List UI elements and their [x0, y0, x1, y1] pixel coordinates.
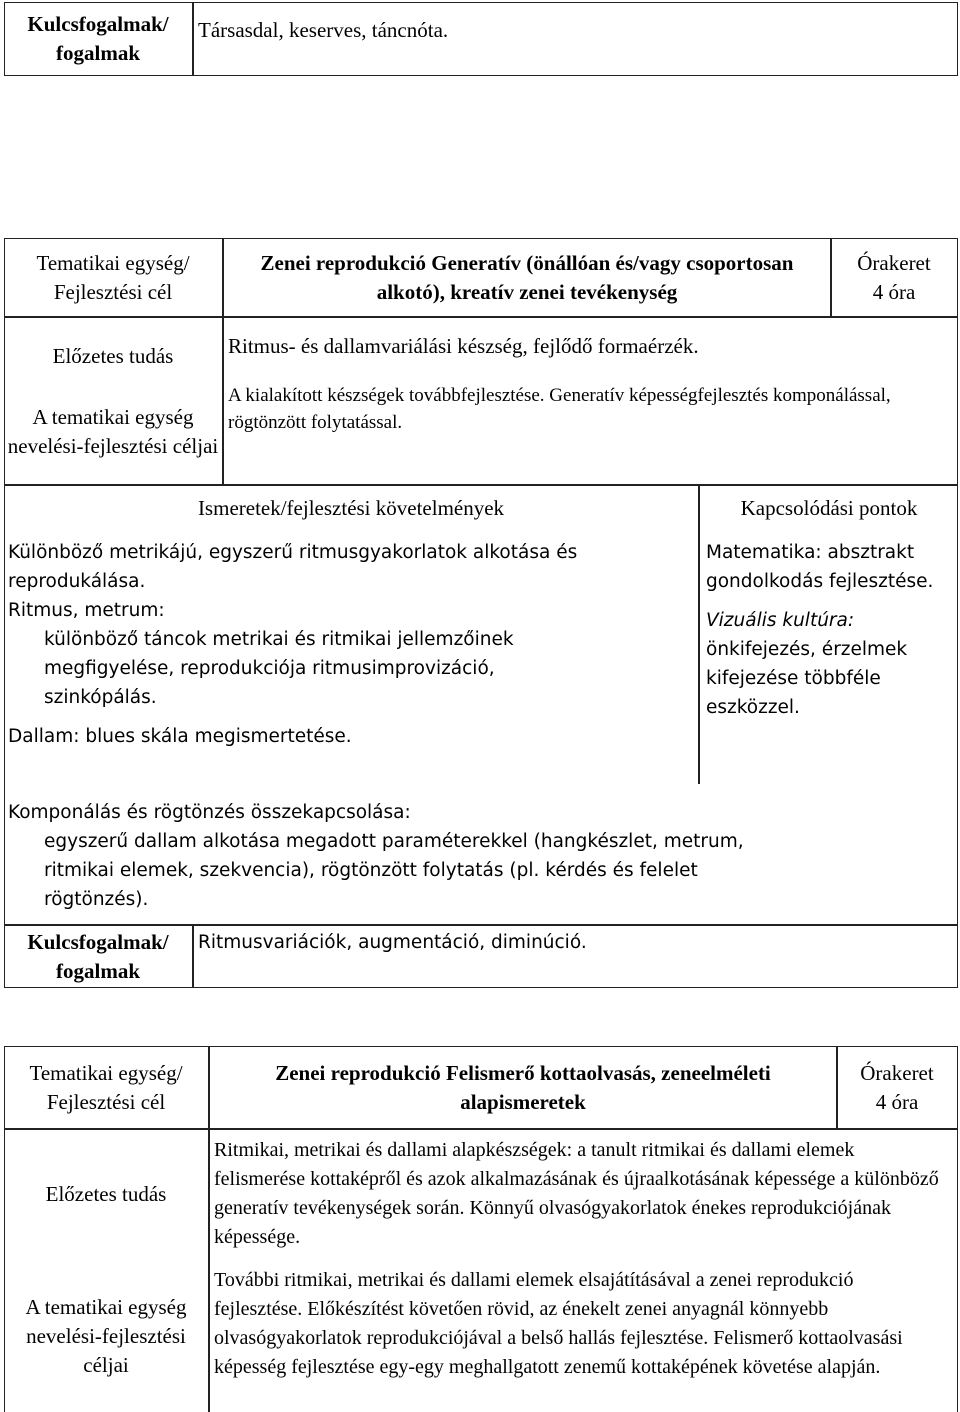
unit2-title-text: Zenei reprodukció Felismerő kottaolvasás, zeneelméleti alapismeretek — [275, 1061, 771, 1114]
unit1-header-label-text: Tematikai egység/ Fejlesztési cél — [36, 251, 190, 304]
req-item-4-body: egyszerű dallam alkotása megadott paraméterekkel (hangkészlet, metrum, ritmikai elemek, szekvencia), rögtönzött folytatás (pl. kérdés és felelet rögtönzés). — [44, 831, 744, 910]
top-keyword-label — [4, 4, 192, 74]
unit1-goals-label — [4, 380, 222, 484]
unit2-goals-text — [214, 1266, 934, 1382]
unit2-title — [212, 1048, 834, 1128]
unit1-goals-text-value: A kialakított készségek továbbfejlesztése. Generatív képességfejlesztés komponálással, rögtönzött folytatással. — [228, 385, 891, 433]
unit1-header-label — [4, 240, 222, 316]
unit2-goals-text-value: További ritmikai, metrikai és dallami elemek elsajátításával a zenei reprodukció fejlesztése. Előkészítést követően rövid, az énekelt zenei anyagnál könnyebb olvasógyakorlatok reprodukciójával a belső hallás fejlesztése. Felismerő kottaolvasási képesség fejlesztése egy-egy meghallgatott zenemű kottaképének követése alapján. — [214, 1269, 903, 1378]
req-item-4-head: Komponálás és rögtönzés összekapcsolása: — [8, 802, 411, 823]
unit1-prereq-text — [228, 332, 948, 361]
unit1-title-text: Zenei reprodukció Generatív (önállóan és/vagy csoportosan alkotó), kreatív zenei tevékenység — [260, 251, 794, 304]
unit2-hours-label: Órakeret — [860, 1061, 934, 1085]
unit1-hours-value: 4 óra — [872, 280, 916, 304]
unit1-key-label-text: Kulcsfogalmak/ fogalmak — [27, 930, 169, 983]
unit2-prereq-text-value: Ritmikai, metrikai és dallami alapkészségek: a tanult ritmikai és dallami elemek felismerése kottaképről és azok alkalmazásának és újraalkotásának képessége a különböző generatív tevékenységek során. Könnyű olvasógyakorlatok énekes reprodukciójának képessége. — [214, 1139, 939, 1248]
top-keyword-value — [198, 16, 948, 45]
req-item-3: Dallam: blues skála megismertetése. — [8, 726, 352, 747]
unit2-header-label — [4, 1048, 208, 1128]
unit1-key-label — [4, 926, 192, 988]
unit1-prereq-text-value: Ritmus- és dallamvariálási készség, fejlődő formaérzék. — [228, 334, 699, 358]
unit1-conn-header-text: Kapcsolódási pontok — [740, 496, 918, 520]
unit1-prereq-label-text: Előzetes tudás — [52, 343, 174, 368]
unit2-prereq-text — [214, 1136, 950, 1252]
unit1-hours-label: Órakeret — [857, 251, 931, 275]
unit2-prereq-label — [4, 1134, 208, 1254]
req-item-1: Különböző metrikájú, egyszerű ritmusgyakorlatok alkotása és reprodukálása. — [8, 542, 578, 592]
req-item-2-head: Ritmus, metrum: — [8, 600, 165, 621]
unit1-goals-label-text: A tematikai egység nevelési-fejlesztési céljai — [7, 405, 219, 458]
unit2-goals-label-text: A tematikai egység nevelési-fejlesztési céljai — [25, 1294, 187, 1377]
unit1-req-header-text: Ismeretek/fejlesztési követelmények — [197, 496, 505, 520]
conn-item-2-body: önkifejezés, érzelmek kifejezése többféle eszközzel. — [706, 639, 908, 718]
conn-item-1: Matematika: absztrakt gondolkodás fejlesztése. — [706, 542, 934, 592]
unit2-prereq-label-text: Előzetes tudás — [45, 1181, 167, 1206]
top-keyword-label-text: Kulcsfogalmak/ fogalmak — [27, 12, 169, 65]
top-keyword-value-text: Társasdal, keserves, táncnóta. — [198, 18, 449, 42]
unit1-requirements — [8, 538, 698, 751]
unit2-goals-label — [4, 1264, 208, 1408]
unit2-hours-value: 4 óra — [875, 1090, 919, 1114]
unit1-conn-header — [700, 494, 958, 523]
unit1-compose — [8, 798, 908, 914]
unit1-hours — [830, 240, 958, 316]
unit2-hours — [836, 1048, 958, 1128]
unit1-connections — [706, 538, 958, 722]
unit1-prereq-label — [4, 328, 222, 384]
unit1-title — [230, 240, 824, 316]
conn-item-2-head: Vizuális kultúra: — [706, 610, 855, 631]
req-item-2-body: különböző táncok metrikai és ritmikai jellemzőinek megfigyelése, reprodukciója ritmusimprovizáció, szinkópálás. — [44, 629, 514, 708]
unit1-key-value-text: Ritmusvariációk, augmentáció, diminúció. — [198, 932, 587, 953]
unit1-key-value — [198, 928, 948, 957]
unit1-goals-text — [228, 382, 908, 436]
unit2-header-label-text: Tematikai egység/ Fejlesztési cél — [29, 1061, 183, 1114]
unit1-req-header — [4, 494, 698, 523]
